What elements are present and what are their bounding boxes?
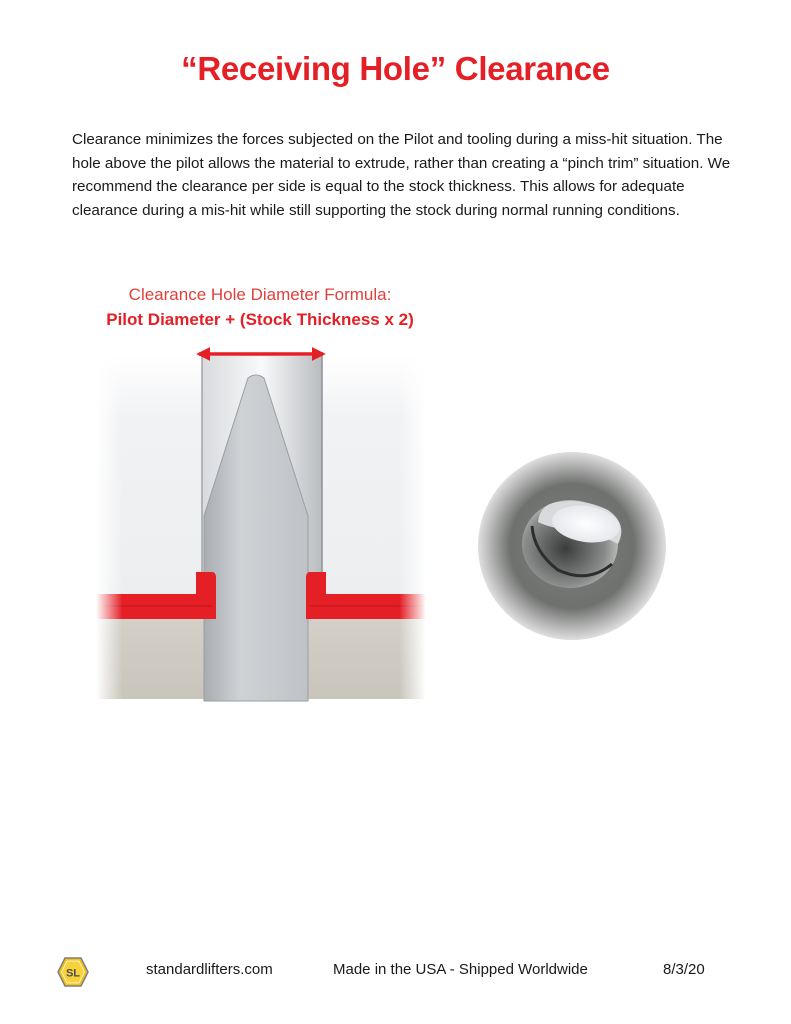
standard-lifters-logo: [57, 957, 89, 987]
footer-date: 8/3/20: [663, 961, 705, 978]
mis-hit-photo: [478, 452, 666, 640]
pilot-clearance-diagram: [96, 336, 426, 706]
page-title: “Receiving Hole” Clearance: [181, 50, 610, 87]
page-footer: [0, 957, 791, 985]
logo-text: SL: [65, 967, 81, 980]
footer-tagline: Made in the USA - Shipped Worldwide: [333, 961, 588, 978]
formula-text: Pilot Diameter + (Stock Thickness x 2): [106, 310, 414, 329]
formula-label: Clearance Hole Diameter Formula:: [128, 285, 392, 304]
footer-website[interactable]: standardlifters.com: [146, 961, 273, 978]
intro-paragraph: Clearance minimizes the forces subjected on the Pilot and tooling during a miss-hit situation. The hole above the pilot allows the material to extrude, rather than creating a “pinch trim” situation. We recommend the clearance per side is equal to the stock thickness. This allows for adequate clearance during a mis-hit while still supporting the stock during normal running conditions.: [72, 131, 731, 219]
